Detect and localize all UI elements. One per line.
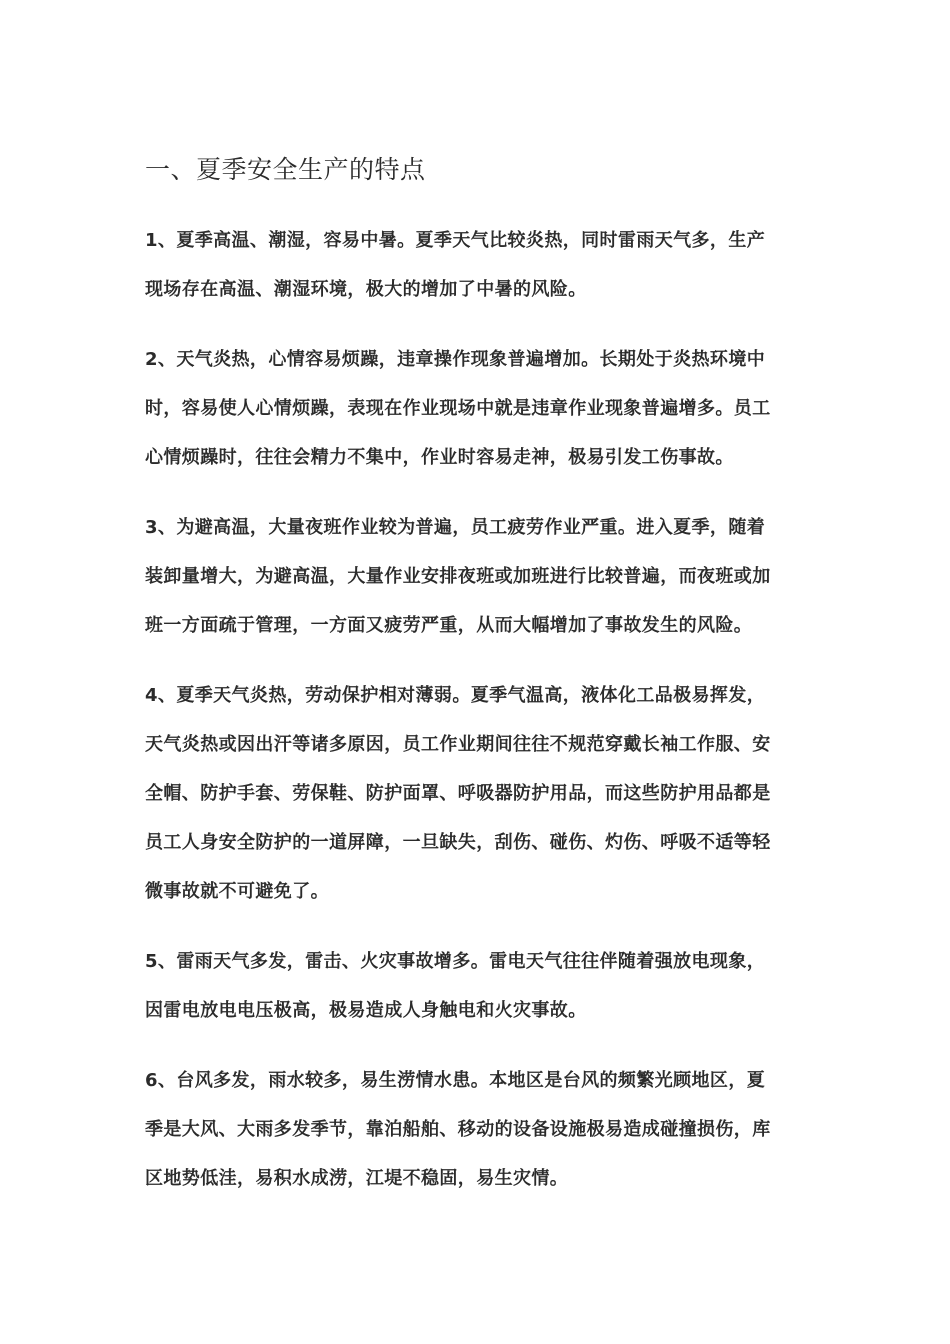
- paragraph-2: [145, 335, 805, 482]
- paragraph-line: 全帽、防护手套、劳保鞋、防护面罩、呼吸器防护用品，而这些防护用品都是: [145, 783, 771, 804]
- paragraph-line: 6、台风多发，雨水较多，易生涝情水患。本地区是台风的频繁光顾地区，夏: [145, 1070, 766, 1091]
- document-page: [145, 148, 805, 1224]
- paragraph-4: [145, 671, 805, 916]
- paragraph-line: 区地势低洼，易积水成涝，江堤不稳固，易生灾情。: [145, 1168, 569, 1189]
- paragraph-1: [145, 216, 805, 314]
- paragraph-line: 因雷电放电电压极高，极易造成人身触电和火灾事故。: [145, 1000, 587, 1021]
- paragraph-line: 2、天气炎热，心情容易烦躁，违章操作现象普遍增加。长期处于炎热环境中: [145, 349, 766, 370]
- paragraph-line: 3、为避高温，大量夜班作业较为普遍，员工疲劳作业严重。进入夏季，随着: [145, 517, 766, 538]
- paragraph-line: 微事故就不可避免了。: [145, 881, 329, 902]
- paragraph-3: [145, 503, 805, 650]
- paragraph-line: 现场存在高温、潮湿环境，极大的增加了中暑的风险。: [145, 279, 587, 300]
- paragraph-line: 时，容易使人心情烦躁，表现在作业现场中就是违章作业现象普遍增多。员工: [145, 398, 771, 419]
- paragraph-5: [145, 937, 805, 1035]
- paragraph-line: 心情烦躁时，往往会精力不集中，作业时容易走神，极易引发工伤事故。: [145, 447, 734, 468]
- paragraph-line: 季是大风、大雨多发季节，靠泊船舶、移动的设备设施极易造成碰撞损伤，库: [145, 1119, 771, 1140]
- paragraph-line: 装卸量增大，为避高温，大量作业安排夜班或加班进行比较普遍，而夜班或加: [145, 566, 771, 587]
- paragraph-line: 4、夏季天气炎热，劳动保护相对薄弱。夏季气温高，液体化工品极易挥发，: [145, 685, 766, 706]
- paragraph-line: 1、夏季高温、潮湿，容易中暑。夏季天气比较炎热，同时雷雨天气多，生产: [145, 230, 766, 251]
- paragraph-line: 5、雷雨天气多发，雷击、火灾事故增多。雷电天气往往伴随着强放电现象，: [145, 951, 766, 972]
- paragraph-line: 天气炎热或因出汗等诸多原因，员工作业期间往往不规范穿戴长袖工作服、安: [145, 734, 771, 755]
- paragraph-line: 班一方面疏于管理，一方面又疲劳严重，从而大幅增加了事故发生的风险。: [145, 615, 753, 636]
- paragraph-6: [145, 1056, 805, 1203]
- section-heading: 一、夏季安全生产的特点: [145, 155, 426, 184]
- paragraph-line: 员工人身安全防护的一道屏障，一旦缺失，刮伤、碰伤、灼伤、呼吸不适等轻: [145, 832, 771, 853]
